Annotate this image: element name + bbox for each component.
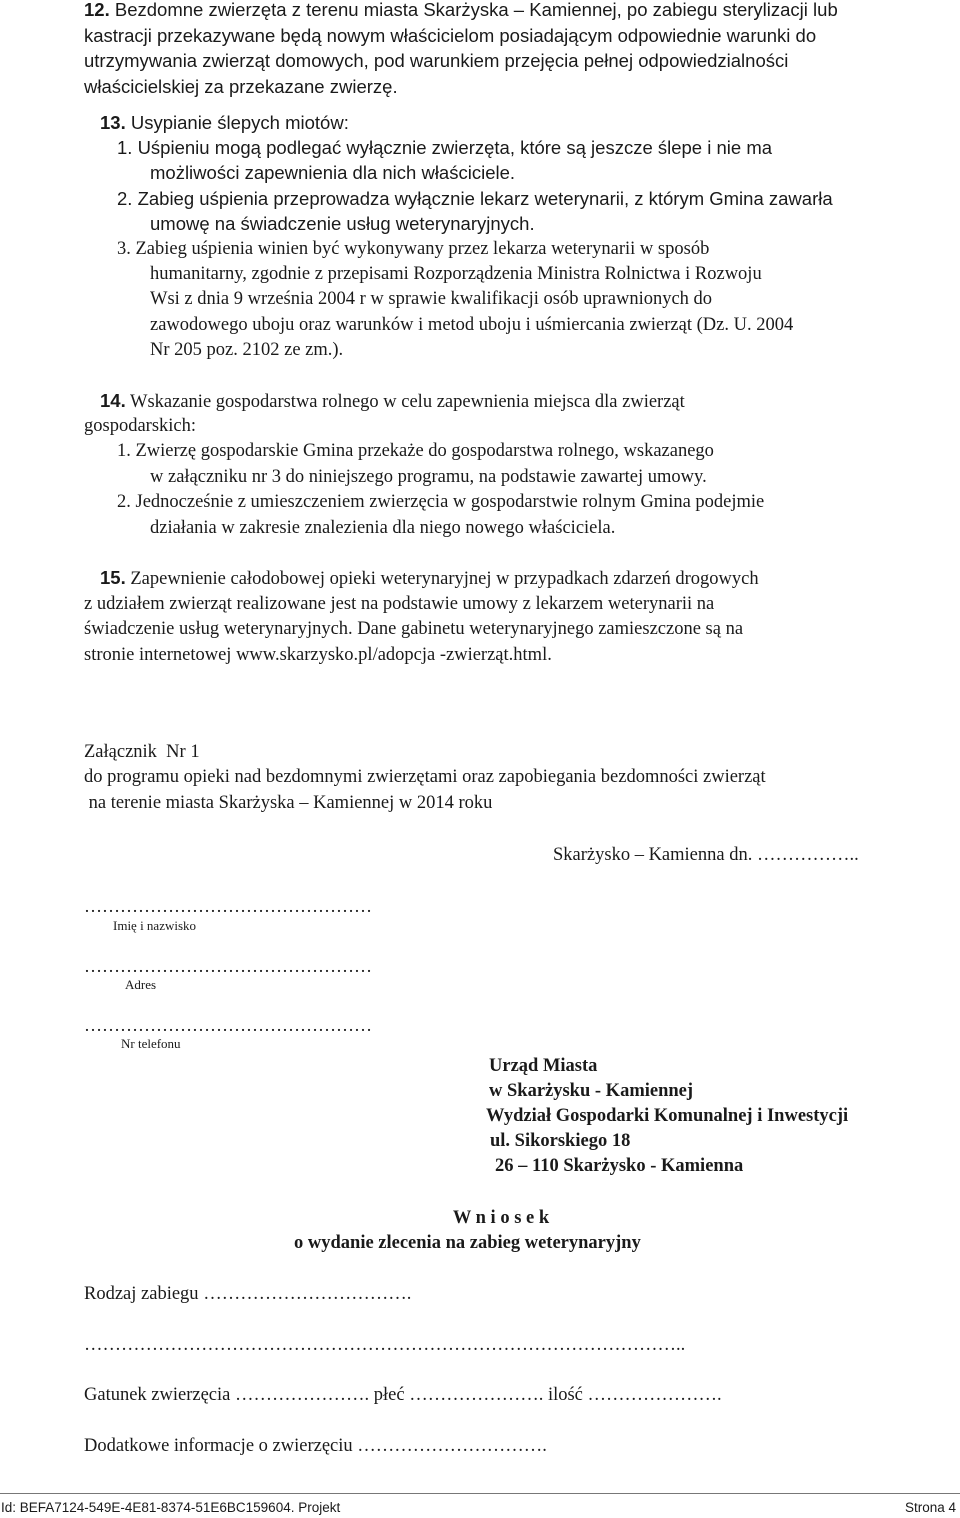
section-15-text: Zapewnienie całodobowej opieki weterynaryjnej w przypadkach zdarzeń drogowych	[130, 569, 759, 589]
request-heading: W n i o s e k	[452, 1208, 550, 1228]
section-15-number: 15.	[100, 567, 126, 588]
section-14-heading	[100, 392, 685, 412]
address-dots[interactable]: …………………………………………	[84, 956, 372, 976]
species-label: Gatunek zwierzęcia	[84, 1385, 231, 1405]
section-15-line-2: z udziałem zwierząt realizowane jest na podstawie umowy z lekarzem weterynarii na	[84, 594, 715, 614]
footer-rule	[0, 1493, 960, 1494]
name-label: Imię i nazwisko	[113, 918, 197, 933]
section-13-item-3-line-5: Nr 205 poz. 2102 ze zm.).	[150, 340, 344, 360]
additional-info-row	[84, 1437, 547, 1456]
attachment-line-2: do programu opieki nad bezdomnymi zwierzętami oraz zapobiegania bezdomności zwierząt	[84, 767, 766, 787]
procedure-type-dots[interactable]: …………………………….	[203, 1284, 412, 1304]
section-15-line-3: świadczenie usług weterynaryjnych. Dane gabinetu weterynaryjnego zamieszczone są na	[84, 619, 744, 639]
section-13-item-2-line-2: umowę na świadczenie usług weterynaryjnych.	[150, 213, 535, 234]
request-subheading: o wydanie zlecenia na zabieg weterynaryjny	[294, 1233, 641, 1253]
section-15-line-1	[100, 569, 759, 589]
footer-id: Id: BEFA7124-549E-4E81-8374-51E6BC159604. Projekt	[1, 1500, 341, 1515]
recipient-line-2: w Skarżysku - Kamiennej	[489, 1081, 694, 1101]
section-13-number: 13.	[100, 112, 126, 133]
attachment-line-3: na terenie miasta Skarżyska – Kamiennej w 2014 roku	[84, 793, 493, 813]
procedure-type-label: Rodzaj zabiegu	[84, 1284, 199, 1304]
section-14-item-2-line-1: 2. Jednocześnie z umieszczeniem zwierzęcia w gospodarstwie rolnym Gmina podejmie	[117, 492, 765, 512]
section-12-text: Bezdomne zwierzęta z terenu miasta Skarżyska – Kamiennej, po zabiegu sterylizacji lub	[114, 0, 838, 20]
section-13-title: Usypianie ślepych miotów:	[130, 112, 349, 133]
recipient-line-5: 26 – 110 Skarżysko - Kamienna	[495, 1156, 744, 1176]
section-12-line-3: utrzymywania zwierząt domowych, pod warunkiem przejęcia pełnej odpowiedzialności	[84, 50, 789, 71]
additional-info-dots[interactable]: ………………………….	[357, 1436, 547, 1456]
procedure-type-row	[84, 1285, 411, 1304]
section-14-title: Wskazanie gospodarstwa rolnego w celu zapewnienia miejsca dla zwierząt	[130, 392, 685, 412]
name-dots[interactable]: …………………………………………	[84, 896, 372, 916]
section-13-item-1-line-2: możliwości zapewnienia dla nich właściciele.	[150, 162, 516, 183]
section-13-item-1-line-1: 1. Uśpieniu mogą podlegać wyłącznie zwierzęta, które są jeszcze ślepe i nie ma	[117, 137, 773, 158]
continuation-dots[interactable]: ……………………………………………………………………………………..	[84, 1336, 686, 1355]
footer-page: Strona 4	[904, 1500, 956, 1515]
additional-info-label: Dodatkowe informacje o zwierzęciu	[84, 1436, 353, 1456]
section-12-line-1	[84, 1, 838, 20]
section-13-item-3-line-2: humanitarny, zgodnie z przepisami Rozporządzenia Ministra Rolnictwa i Rozwoju	[150, 264, 762, 284]
recipient-line-3: Wydział Gospodarki Komunalnej i Inwestycji	[486, 1106, 849, 1126]
address-label: Adres	[125, 977, 157, 992]
section-13-item-2-line-1: 2. Zabieg uśpienia przeprowadza wyłącznie lekarz weterynarii, z którym Gmina zawarła	[117, 188, 833, 209]
section-15-line-4: stronie internetowej www.skarzysko.pl/adopcja -zwierząt.html.	[84, 645, 552, 665]
section-14-item-1-line-1: 1. Zwierzę gospodarskie Gmina przekaże do gospodarstwa rolnego, wskazanego	[117, 441, 714, 461]
quantity-label: ilość	[547, 1385, 583, 1405]
section-14-number: 14.	[100, 390, 126, 411]
place-date: Skarżysko – Kamienna dn. ……………..	[553, 845, 859, 865]
section-13-heading	[100, 114, 349, 133]
section-14-item-2-line-2: działania w zakresie znalezienia dla niego nowego właściciela.	[150, 518, 616, 538]
recipient-line-1: Urząd Miasta	[489, 1056, 598, 1076]
phone-dots[interactable]: …………………………………………	[84, 1015, 372, 1035]
attachment-title: Załącznik Nr 1	[84, 742, 200, 762]
section-12-line-4: właścicielskiej za przekazane zwierzę.	[84, 76, 398, 97]
species-dots[interactable]: ………………….	[235, 1385, 370, 1405]
sex-label: płeć	[373, 1385, 405, 1405]
section-12-line-2: kastracji przekazywane będą nowym właścicielom posiadającym odpowiednie warunki do	[84, 25, 817, 46]
recipient-line-4: ul. Sikorskiego 18	[490, 1131, 631, 1151]
section-14-item-1-line-2: w załączniku nr 3 do niniejszego programu, na podstawie zawartej umowy.	[150, 467, 707, 487]
section-13-item-3-line-4: zawodowego uboju oraz warunków i metod uboju i uśmiercania zwierząt (Dz. U. 2004	[150, 315, 794, 335]
species-row	[84, 1386, 722, 1405]
quantity-dots[interactable]: ………………….	[587, 1385, 722, 1405]
phone-label: Nr telefonu	[121, 1036, 181, 1051]
section-12-number: 12.	[84, 0, 110, 20]
section-13-item-3-line-3: Wsi z dnia 9 września 2004 r w sprawie kwalifikacji osób uprawnionych do	[150, 289, 713, 309]
section-14-title-line-2: gospodarskich:	[84, 416, 197, 436]
section-13-item-3-line-1: 3. Zabieg uśpienia winien być wykonywany przez lekarza weterynarii w sposób	[117, 239, 710, 259]
sex-dots[interactable]: ………………….	[409, 1385, 544, 1405]
